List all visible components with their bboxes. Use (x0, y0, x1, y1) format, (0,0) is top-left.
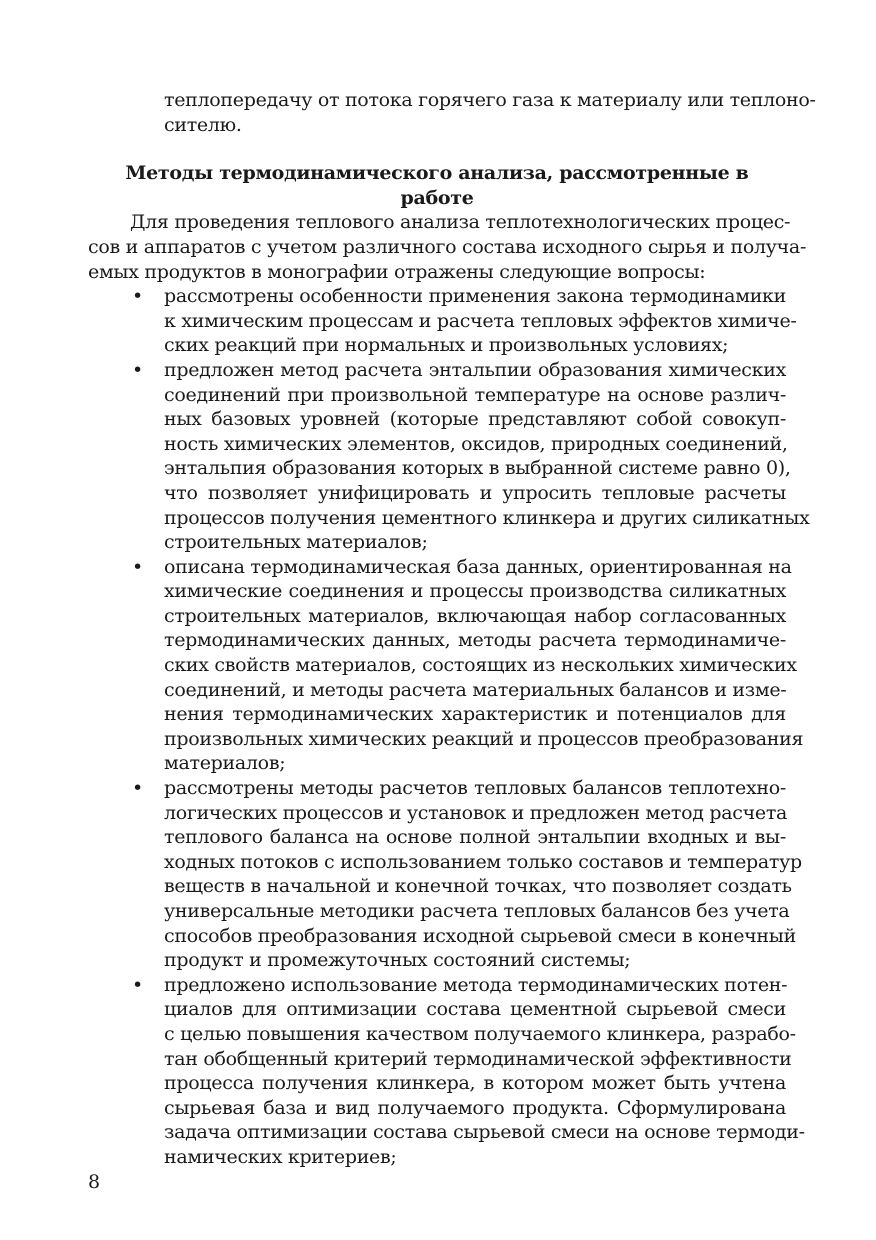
text-line: что позволяет унифицировать и упросить тепловые расчеты (164, 481, 786, 504)
text-line: рассмотрены особенности применения закона термодинамики (164, 285, 786, 308)
text-line: описана термодинамическая база данных, ориентированная на (164, 555, 792, 578)
text-line: ных базовых уровней (которые представляют собой совокуп- (164, 408, 786, 431)
list-item (88, 776, 802, 973)
page-body (88, 88, 816, 1170)
text-line: произвольных химических реакций и процессов преобразования (164, 727, 804, 750)
text-line: ность химических элементов, оксидов, природных соединений, (164, 432, 788, 455)
text-line: емых продуктов в монографии отражены следующие вопросы: (88, 260, 706, 283)
text-line: веществ в начальной и конечной точках, что позволяет создать (164, 875, 792, 898)
text-line: Для проведения теплового анализа теплотехнологических процес- (130, 211, 791, 234)
bullet-icon: • (132, 285, 144, 308)
bullet-list (88, 284, 810, 1169)
text-line: процессов получения цементного клинкера и других силикатных (164, 506, 810, 529)
text-line: логических процессов и установок и предложен метод расчета (164, 801, 788, 824)
bullet-icon: • (132, 973, 144, 996)
text-line: ских реакций при нормальных и произвольных условиях; (164, 334, 729, 357)
text-line: способов преобразования исходной сырьевой смеси в конечный (164, 924, 796, 947)
text-line: с целью повышения качеством получаемого клинкера, разрабо- (164, 1022, 796, 1045)
text-line: намических критериев; (164, 1145, 397, 1168)
text-line: материалов; (164, 752, 286, 775)
text-line: сов и аппаратов с учетом различного состава исходного сырья и получа- (88, 235, 807, 258)
paragraph (88, 210, 807, 284)
bullet-icon: • (132, 777, 144, 800)
text-line: ских свойств материалов, состоящих из нескольких химических (164, 654, 797, 677)
bullet-icon: • (132, 358, 144, 381)
text-line: предложен метод расчета энтальпии образования химических (164, 358, 786, 381)
text-line: ходных потоков с использованием только составов и температур (164, 850, 802, 873)
list-item (88, 555, 804, 776)
text-line: тан обобщенный критерий термодинамической эффективности (164, 1047, 792, 1070)
text-line: нения термодинамических характеристик и потенциалов для (164, 703, 786, 726)
text-line: универсальные методики расчета тепловых балансов без учета (164, 900, 790, 922)
text-line: строительных материалов, включающая набор согласованных (164, 604, 786, 627)
text-line: сителю. (164, 113, 242, 136)
text-line: соединений, и методы расчета материальных балансов и изме- (164, 678, 787, 701)
page-number: 8 (88, 1171, 101, 1193)
list-item (88, 284, 797, 358)
bullet-icon: • (132, 555, 144, 578)
text-line: продукт и промежуточных состояний системы; (164, 949, 631, 972)
text-line: энтальпия образования которых в выбранной системе равно 0), (164, 457, 791, 480)
text-line: к химическим процессам и расчета тепловых эффектов химиче- (164, 309, 797, 332)
text-line: предложено использование метода термодинамических потен- (164, 973, 788, 996)
text-line: сырьевая база и вид получаемого продукта. Сформулирована (164, 1096, 786, 1119)
text-line: строительных материалов; (164, 531, 428, 554)
section-heading: Методы термодинамического анализа, рассмотренные в работе (125, 162, 749, 209)
text-line: процесса получения клинкера, в котором может быть учтена (164, 1072, 786, 1095)
list-item (88, 358, 810, 555)
text-line: задача оптимизации состава сырьевой смеси на основе термоди- (164, 1121, 805, 1144)
text-line: рассмотрены методы расчетов тепловых балансов теплотехно- (164, 777, 786, 800)
text-line: теплового баланса на основе полной энтальпии входных и вы- (164, 826, 786, 849)
text-line: соединений при произвольной температуре на основе различ- (164, 383, 786, 406)
text-line: химические соединения и процессы производства силикатных (164, 580, 786, 603)
text-line: циалов для оптимизации состава цементной сырьевой смеси (164, 998, 786, 1021)
list-item (88, 973, 805, 1170)
text-line: термодинамических данных, методы расчета термодинамиче- (164, 629, 786, 652)
text-line: теплопередачу от потока горячего газа к материалу или теплоно- (164, 89, 816, 111)
intro-paragraph (88, 88, 816, 137)
